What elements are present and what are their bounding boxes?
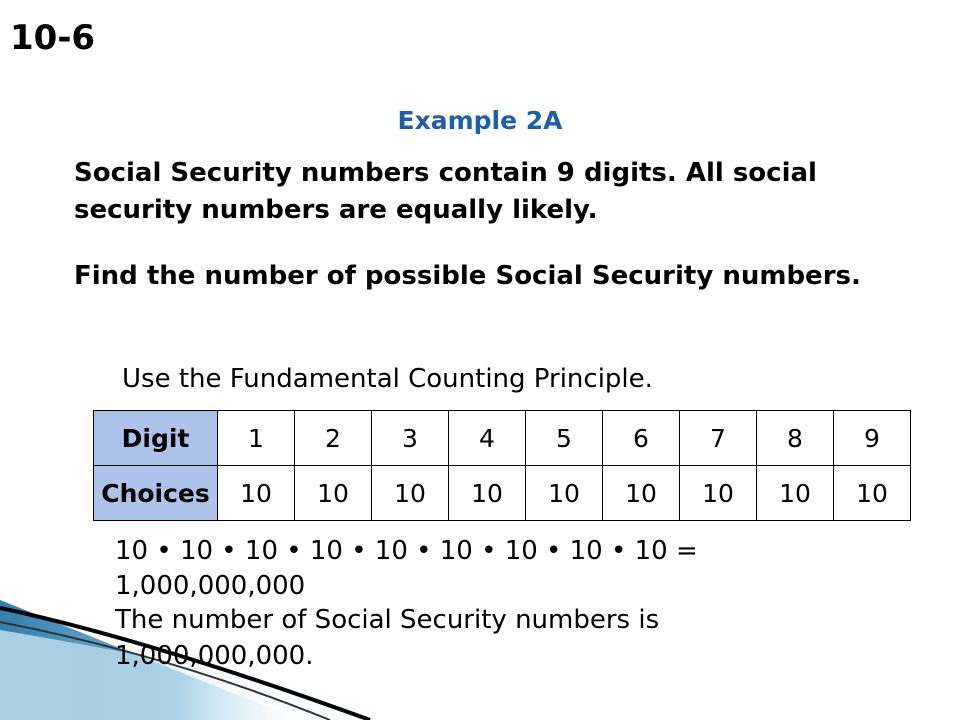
problem-statement: Social Security numbers contain 9 digits. All social security numbers are equally likely. (74, 158, 817, 225)
product-result: 1,000,000,000 (115, 571, 306, 601)
conclusion-line-2: 1,000,000,000. (115, 641, 314, 671)
row-header-choices: Choices (94, 466, 218, 521)
table-row-digit (94, 411, 911, 466)
digit-cell: 1 (218, 411, 295, 466)
choices-cell: 10 (218, 466, 295, 521)
problem-question: Find the number of possible Social Security numbers. (74, 261, 861, 291)
row-header-digit: Digit (94, 411, 218, 466)
choices-cell: 10 (372, 466, 449, 521)
choices-cell: 10 (526, 466, 603, 521)
choices-cell: 10 (295, 466, 372, 521)
digit-cell: 3 (372, 411, 449, 466)
digit-cell: 8 (757, 411, 834, 466)
table-row-choices (94, 466, 911, 521)
conclusion-line-1: The number of Social Security numbers is (115, 605, 660, 635)
digit-cell: 2 (295, 411, 372, 466)
counting-table (93, 410, 911, 521)
product-expression: 10 • 10 • 10 • 10 • 10 • 10 • 10 • 10 • 10 = (115, 536, 698, 566)
digit-cell: 6 (603, 411, 680, 466)
digit-cell: 7 (680, 411, 757, 466)
example-title: Example 2A (397, 106, 563, 135)
choices-cell: 10 (834, 466, 911, 521)
choices-cell: 10 (449, 466, 526, 521)
instruction-text: Use the Fundamental Counting Principle. (122, 364, 653, 394)
choices-cell: 10 (680, 466, 757, 521)
choices-cell: 10 (757, 466, 834, 521)
digit-cell: 4 (449, 411, 526, 466)
digit-cell: 9 (834, 411, 911, 466)
choices-cell: 10 (603, 466, 680, 521)
digit-cell: 5 (526, 411, 603, 466)
lesson-number: 10-6 (10, 18, 96, 58)
